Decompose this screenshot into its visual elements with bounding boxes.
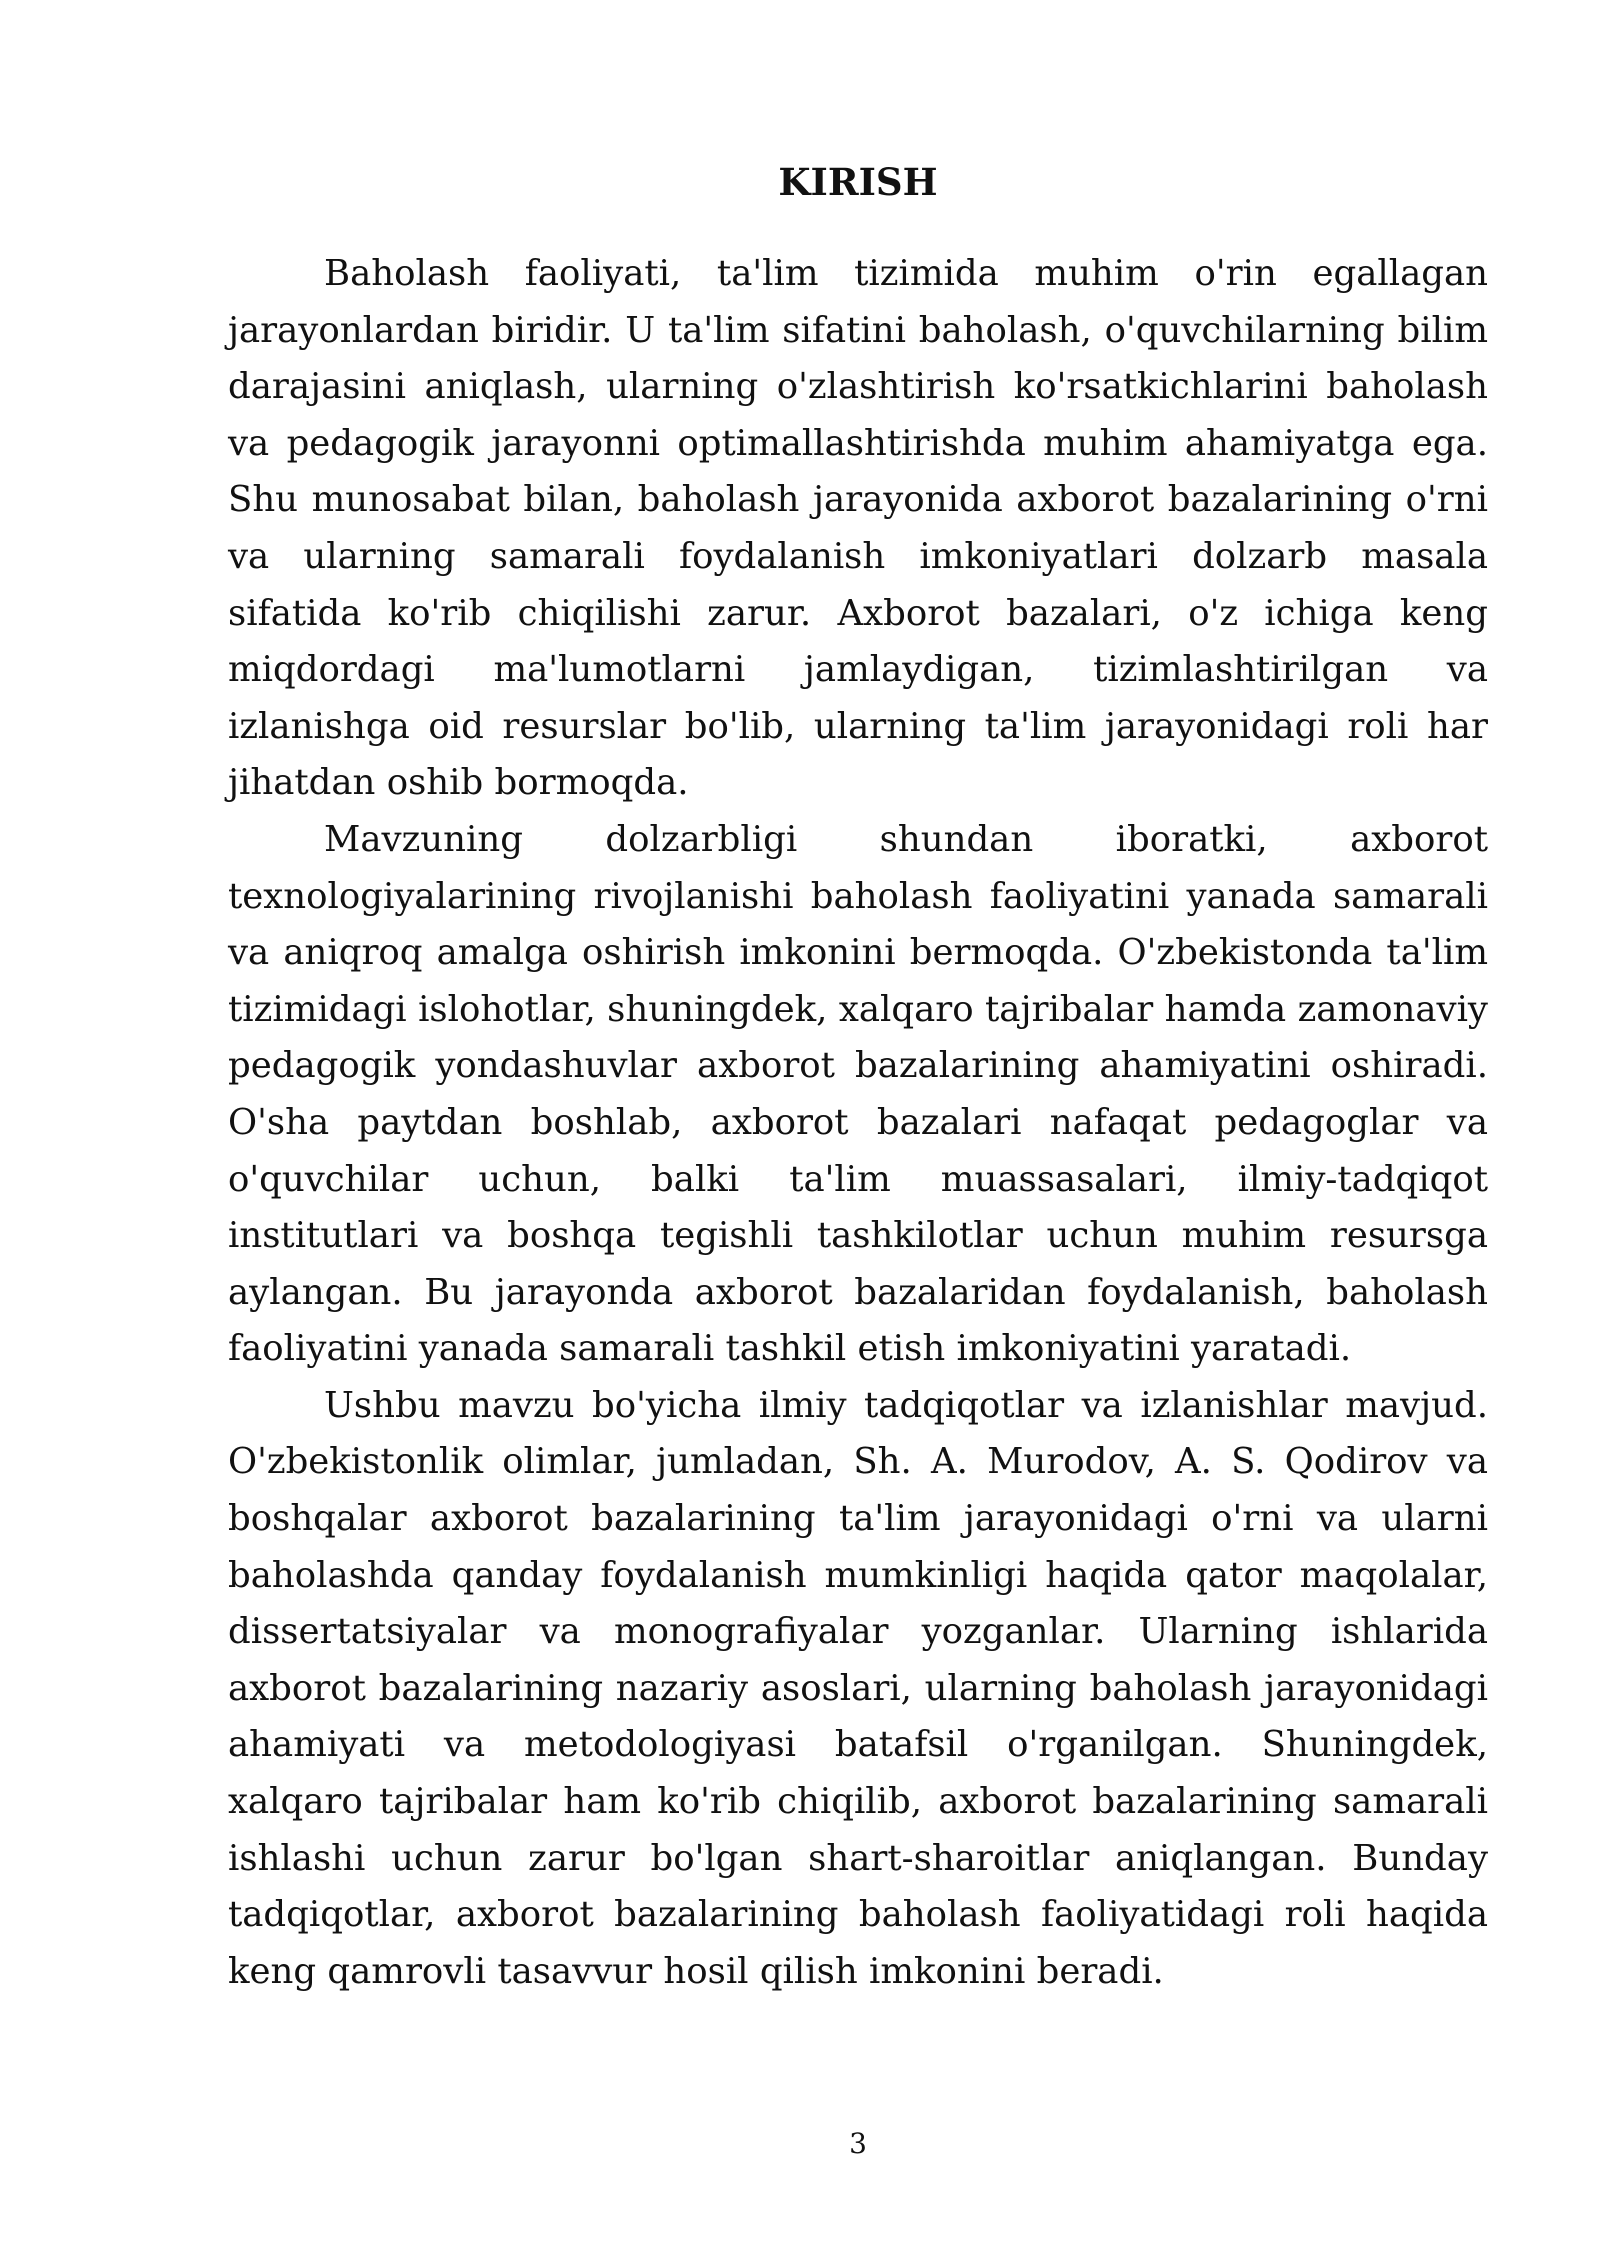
paragraph-intro: Baholash faoliyati, ta'lim tizimida muhim o'rin egallagan jarayonlardan biridir. U ta'lim sifatini baholash, o'quvchilarning bilim darajasini aniqlash, ularning o'zlashtirish ko'rsatkichlarini baholash va pedagogik jarayonni optimallashtirishda muhim ahamiyatga ega. Shu munosabat bilan, baholash jarayonida axborot bazalarining o'rni va ularning samarali foydalanish imkoniyatlari dolzarb masala sifatida ko'rib chiqilishi zarur. Axborot bazalari, o'z ichiga keng miqdordagi ma'lumotlarni jamlaydigan, tizimlashtirilgan va izlanishga oid resurslar bo'lib, ularning ta'lim jarayonidagi roli har jihatdan oshib bormoqda.	[228, 253, 1488, 804]
body-text	[228, 246, 1488, 2000]
page-number: 3	[849, 2127, 867, 2160]
paragraph-relevance: Mavzuning dolzarbligi shundan iboratki, axborot texnologiyalarining rivojlanishi baholash faoliyatini yanada samarali va aniqroq amalga oshirish imkonini bermoqda. O'zbekistonda ta'lim tizimidagi islohotlar, shuningdek, xalqaro tajribalar hamda zamonaviy pedagogik yondashuvlar axborot bazalarining ahamiyatini oshiradi. O'sha paytdan boshlab, axborot bazalari nafaqat pedagoglar va o'quvchilar uchun, balki ta'lim muassasalari, ilmiy-tadqiqot institutlari va boshqa tegishli tashkilotlar uchun muhim resursga aylangan. Bu jarayonda axborot bazalaridan foydalanish, baholash faoliyatini yanada samarali tashkil etish imkoniyatini yaratadi.	[228, 818, 1488, 1370]
paragraph-research: Ushbu mavzu bo'yicha ilmiy tadqiqotlar va izlanishlar mavjud. O'zbekistonlik olimlar, jumladan, Sh. A. Murodov, A. S. Qodirov va boshqalar axborot bazalarining ta'lim jarayonidagi o'rni va ularni baholashda qanday foydalanish mumkinligi haqida qator maqolalar, dissertatsiyalar va monografiyalar yozganlar. Ularning ishlarida axborot bazalarining nazariy asoslari, ularning baholash jarayonidagi ahamiyati va metodologiyasi batafsil o'rganilgan. Shuningdek, xalqaro tajribalar ham ko'rib chiqilib, axborot bazalarining samarali ishlashi uchun zarur bo'lgan shart-sharoitlar aniqlangan. Bunday tadqiqotlar, axborot bazalarining baholash faoliyatidagi roli haqida keng qamrovli tasavvur hosil qilish imkonini beradi.	[228, 1384, 1488, 1992]
section-title: KIRISH	[778, 160, 938, 204]
